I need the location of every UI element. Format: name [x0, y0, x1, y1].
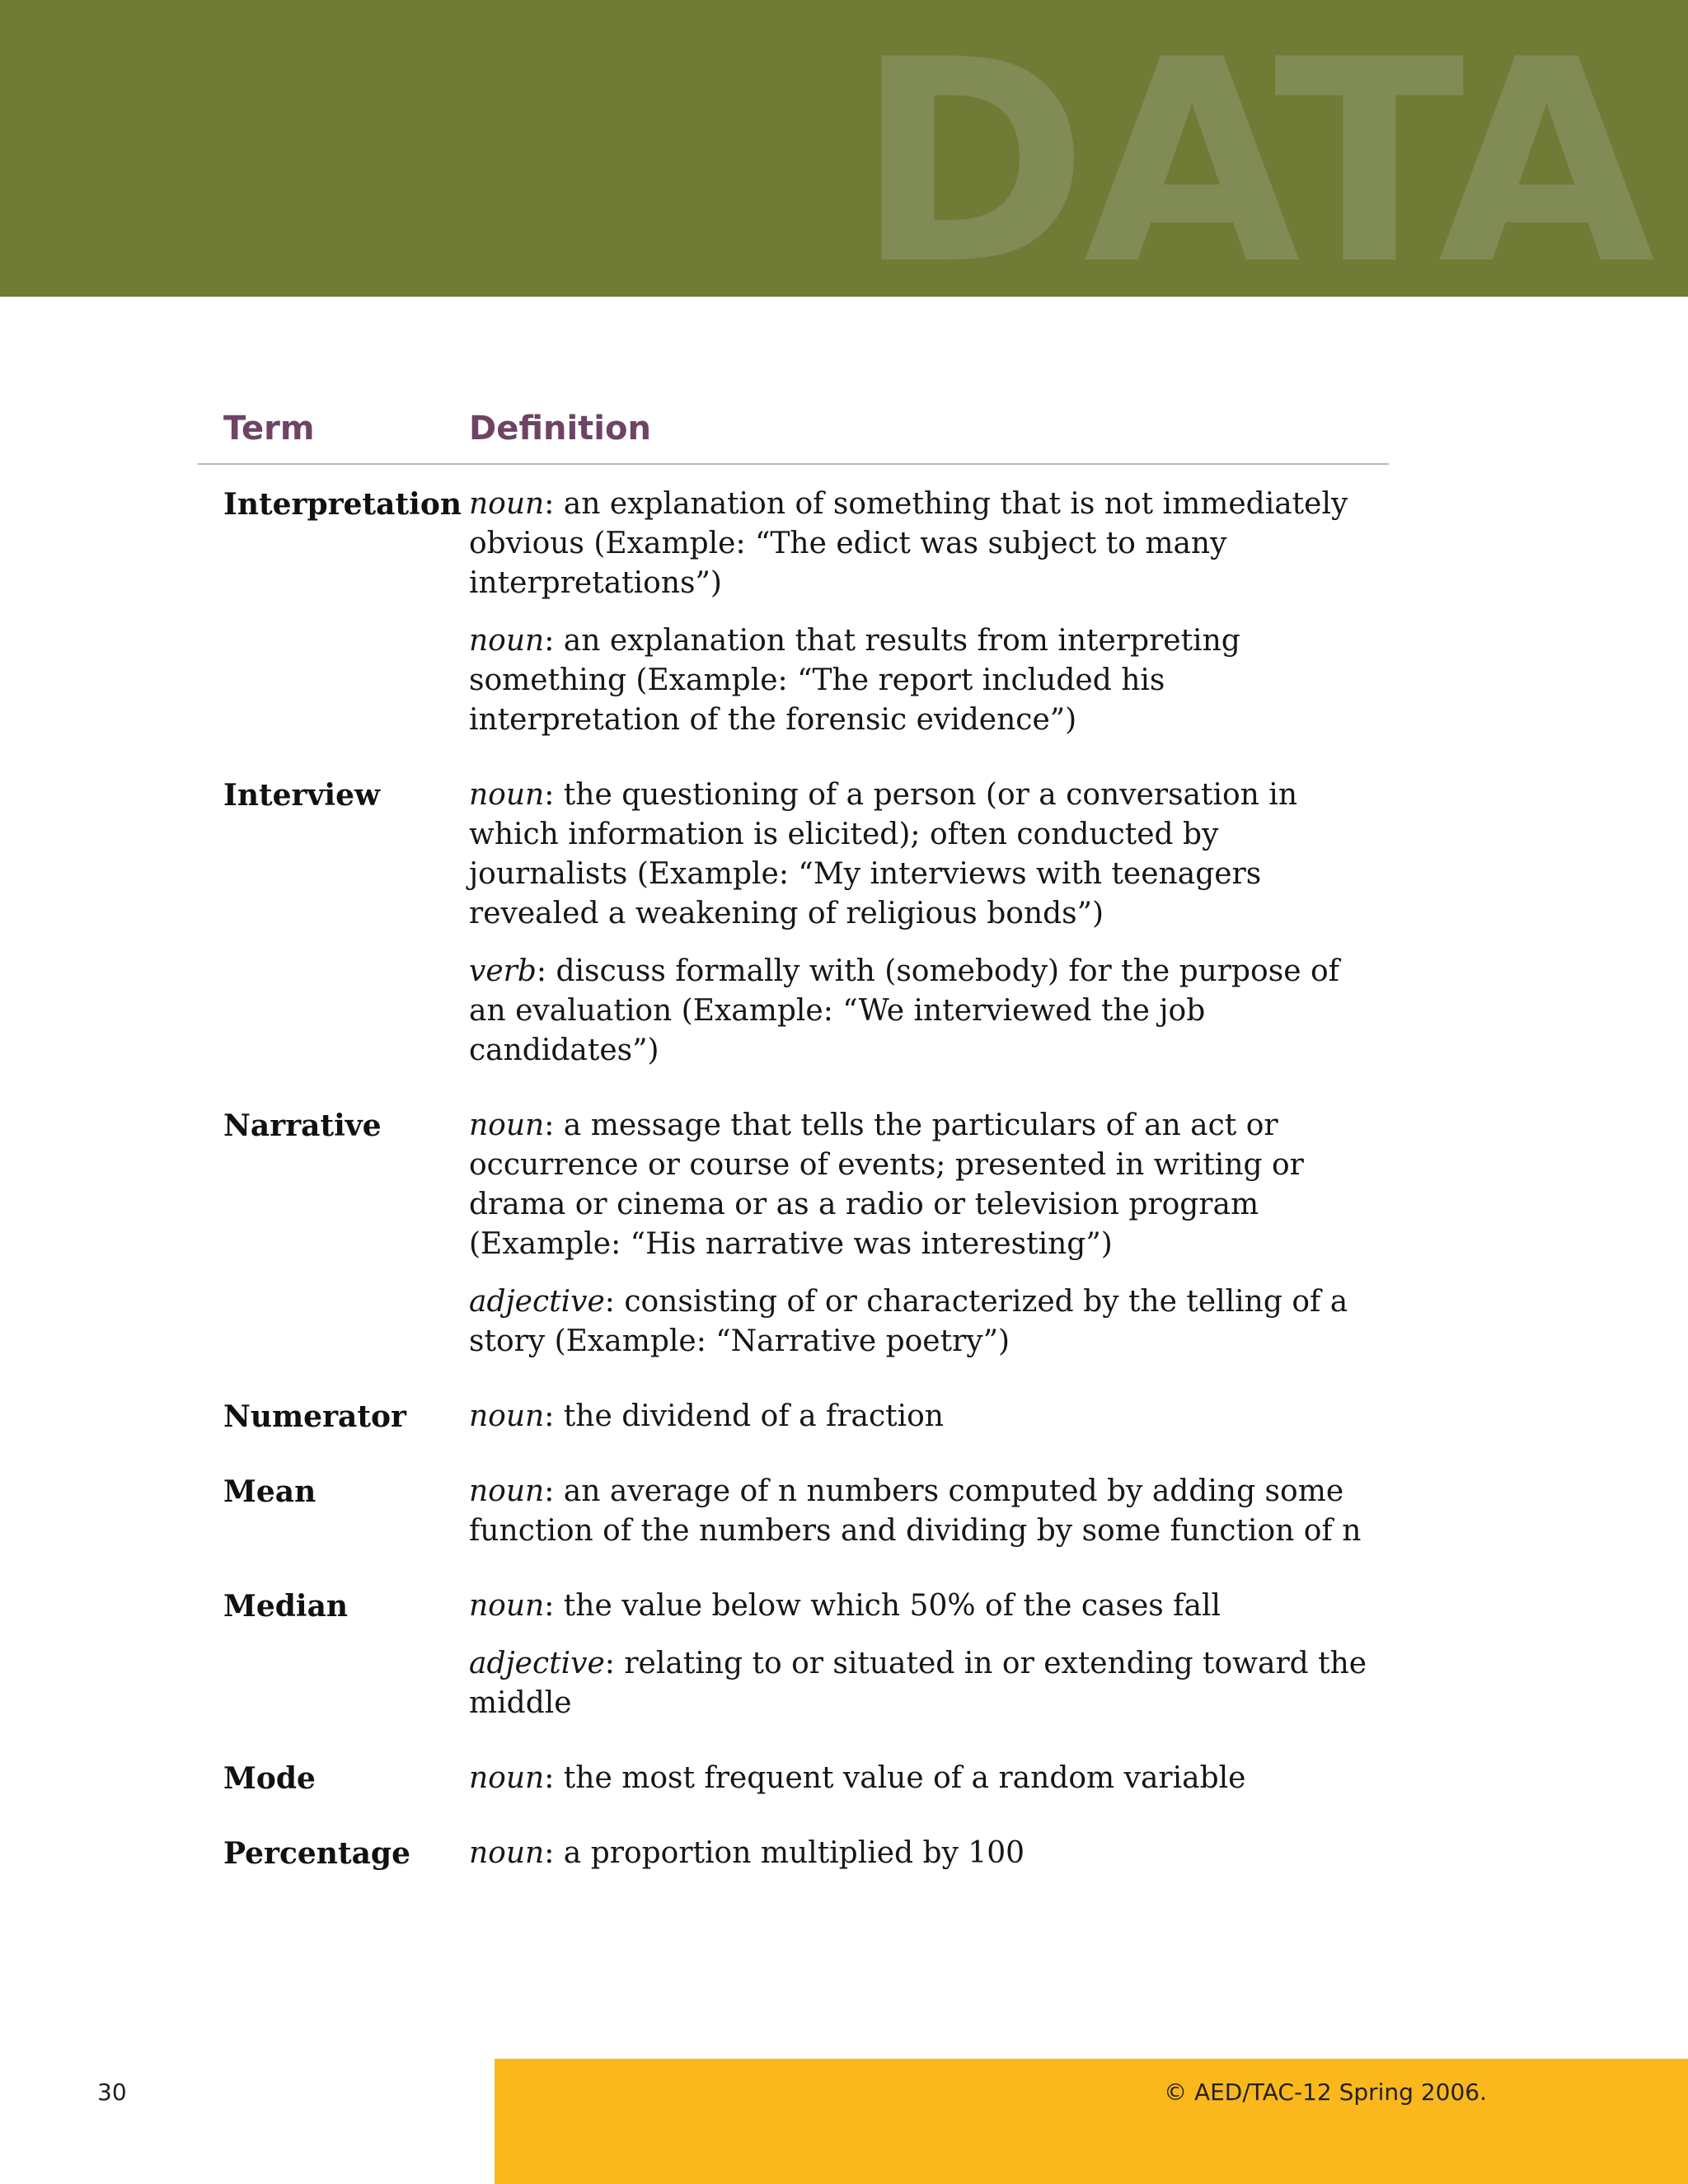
- definition-text: : a proportion multiplied by 100: [544, 1836, 1025, 1870]
- part-of-speech: noun: [469, 487, 545, 521]
- definition: [469, 1106, 1367, 1264]
- definition-list: [469, 485, 1367, 740]
- definition-list: [469, 1397, 1367, 1436]
- definition-list: [469, 1472, 1367, 1551]
- part-of-speech: noun: [469, 1399, 545, 1433]
- definition: [469, 1759, 1367, 1798]
- definition-text: : consisting of or characterized by the telling of a story (Example: “Narrative poetry”): [469, 1285, 1348, 1358]
- definition: [469, 1644, 1367, 1723]
- definition-text: : an average of n numbers computed by adding some function of the numbers and dividing by some function of n: [469, 1474, 1362, 1548]
- glossary-entry: [198, 1759, 1389, 1798]
- part-of-speech: noun: [469, 1589, 545, 1623]
- definition-list: [469, 776, 1367, 1071]
- definition: [469, 1586, 1367, 1626]
- definition-text: : the dividend of a fraction: [544, 1399, 944, 1433]
- definition: [469, 1472, 1367, 1551]
- definition-text: : the most frequent value of a random variable: [544, 1761, 1246, 1795]
- part-of-speech: noun: [469, 1474, 545, 1508]
- definition-list: [469, 1586, 1367, 1723]
- part-of-speech: adjective: [469, 1285, 605, 1319]
- definition: [469, 1397, 1367, 1436]
- definition-list: [469, 1106, 1367, 1361]
- copyright-notice: © AED/TAC-12 Spring 2006.: [1164, 2079, 1487, 2106]
- glossary-entry: [198, 1472, 1389, 1551]
- glossary-entry: [198, 1397, 1389, 1436]
- glossary-entry: [198, 1586, 1389, 1723]
- term-label: Interview: [223, 778, 381, 813]
- page-number: 30: [97, 2079, 127, 2106]
- definition-text: : discuss formally with (somebody) for the purpose of an evaluation (Example: “We interviewed the job candidates”): [469, 954, 1339, 1067]
- term-label: Interpretation: [223, 487, 462, 522]
- definition: [469, 1834, 1367, 1873]
- definition: [469, 621, 1367, 740]
- definition-text: : relating to or situated in or extending toward the middle: [469, 1647, 1367, 1720]
- glossary-table: [198, 412, 1389, 1909]
- header-band: [0, 0, 1688, 297]
- part-of-speech: noun: [469, 1761, 545, 1795]
- definition: [469, 1282, 1367, 1361]
- term-label: Median: [223, 1589, 349, 1624]
- glossary-entry: [198, 1834, 1389, 1873]
- definition-text: : the questioning of a person (or a conversation in which information is elicited); often conducted by journalists (Example: “My interviews with teenagers revealed a weakening of religious bonds”): [469, 778, 1297, 930]
- footer-band: [495, 2059, 1688, 2184]
- definition: [469, 776, 1367, 934]
- part-of-speech: adjective: [469, 1647, 605, 1680]
- part-of-speech: noun: [469, 1108, 545, 1142]
- definition-text: : an explanation that results from interpreting something (Example: “The report included his interpretation of the forensic evidence”): [469, 624, 1240, 737]
- definition: [469, 952, 1367, 1071]
- term-label: Narrative: [223, 1108, 382, 1143]
- definition-list: [469, 1834, 1367, 1873]
- term-label: Percentage: [223, 1836, 411, 1871]
- definition-list: [469, 1759, 1367, 1798]
- definition-text: : a message that tells the particulars of an act or occurrence or course of events; presented in writing or drama or cinema or as a radio or television program (Example: “His narrative was interesting”): [469, 1108, 1304, 1261]
- part-of-speech: verb: [469, 954, 537, 988]
- definition-text: : an explanation of something that is not immediately obvious (Example: “The edict was subject to many interpretations”): [469, 487, 1348, 600]
- term-label: Mean: [223, 1474, 316, 1509]
- definition: [469, 485, 1367, 603]
- section-watermark: DATA: [856, 0, 1650, 297]
- part-of-speech: noun: [469, 1836, 545, 1870]
- term-list: [198, 485, 1389, 1873]
- term-column-heading: Term: [223, 410, 315, 448]
- glossary-entry: [198, 776, 1389, 1071]
- glossary-entry: [198, 1106, 1389, 1361]
- part-of-speech: noun: [469, 624, 545, 658]
- table-header: [198, 412, 1389, 465]
- definition-column-heading: Definition: [469, 410, 651, 448]
- glossary-entry: [198, 485, 1389, 740]
- term-label: Mode: [223, 1761, 316, 1796]
- definition-text: : the value below which 50% of the cases fall: [544, 1589, 1221, 1623]
- term-label: Numerator: [223, 1399, 406, 1434]
- part-of-speech: noun: [469, 778, 545, 812]
